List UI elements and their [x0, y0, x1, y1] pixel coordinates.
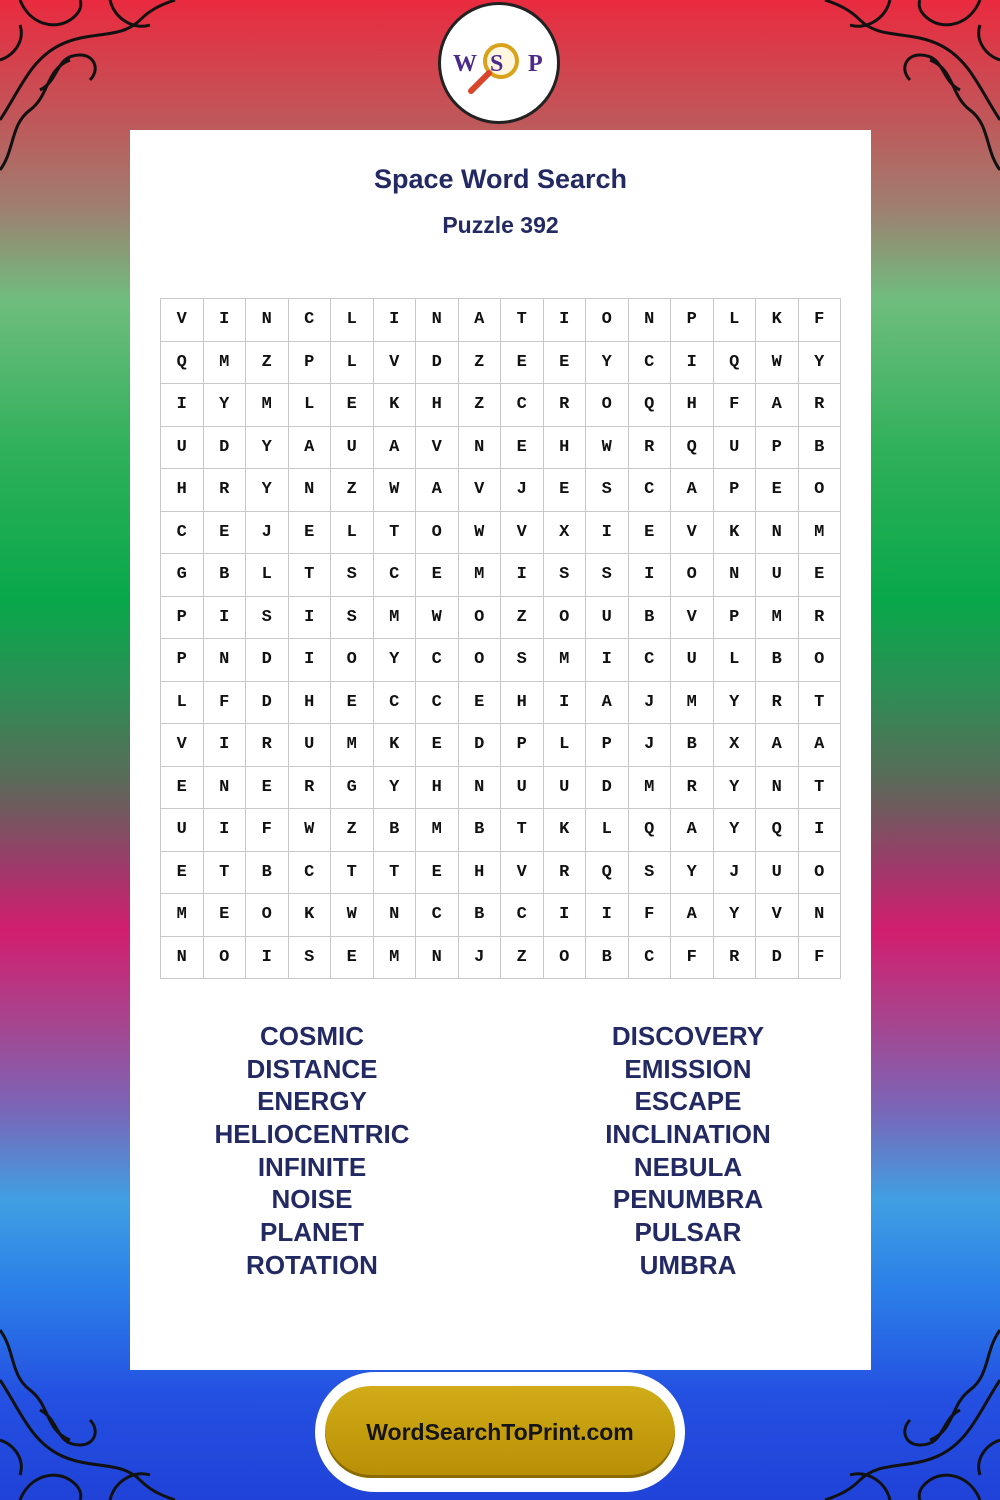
- grid-cell[interactable]: M: [756, 597, 799, 640]
- grid-cell[interactable]: E: [331, 937, 374, 980]
- word-list-item: ROTATION: [246, 1249, 378, 1280]
- word-list-item: EMISSION: [624, 1053, 752, 1084]
- grid-cell[interactable]: Y: [714, 809, 757, 852]
- grid-cell[interactable]: E: [629, 512, 672, 555]
- grid-cell[interactable]: I: [204, 597, 247, 640]
- grid-cell[interactable]: S: [331, 554, 374, 597]
- grid-cell[interactable]: Q: [161, 342, 204, 385]
- grid-cell[interactable]: A: [671, 469, 714, 512]
- puzzle-title: Space Word Search: [373, 164, 628, 194]
- grid-cell[interactable]: S: [544, 554, 587, 597]
- grid-cell[interactable]: Z: [501, 597, 544, 640]
- grid-cell[interactable]: G: [331, 767, 374, 810]
- grid-cell[interactable]: E: [246, 767, 289, 810]
- grid-cell[interactable]: R: [756, 682, 799, 725]
- grid-cell[interactable]: E: [416, 554, 459, 597]
- grid-cell[interactable]: R: [799, 597, 842, 640]
- logo-letter-s: S: [490, 51, 504, 77]
- puzzle-number: Puzzle 392: [442, 212, 559, 238]
- grid-cell[interactable]: C: [161, 512, 204, 555]
- grid-cell[interactable]: I: [544, 299, 587, 342]
- grid-cell[interactable]: U: [714, 427, 757, 470]
- grid-cell[interactable]: A: [586, 682, 629, 725]
- grid-cell[interactable]: I: [586, 512, 629, 555]
- grid-cell[interactable]: W: [374, 469, 417, 512]
- grid-cell[interactable]: V: [161, 299, 204, 342]
- grid-cell[interactable]: P: [714, 469, 757, 512]
- grid-cell[interactable]: X: [544, 512, 587, 555]
- grid-cell[interactable]: N: [799, 894, 842, 937]
- grid-cell[interactable]: M: [629, 767, 672, 810]
- grid-cell[interactable]: C: [501, 894, 544, 937]
- grid-cell[interactable]: N: [416, 937, 459, 980]
- grid-cell[interactable]: A: [799, 724, 842, 767]
- grid-cell[interactable]: N: [459, 427, 502, 470]
- grid-cell[interactable]: W: [459, 512, 502, 555]
- grid-cell[interactable]: A: [756, 384, 799, 427]
- logo-letter-p: P: [528, 51, 543, 77]
- grid-cell[interactable]: A: [756, 724, 799, 767]
- grid-cell[interactable]: D: [246, 639, 289, 682]
- grid-cell[interactable]: E: [204, 512, 247, 555]
- grid-cell[interactable]: B: [671, 724, 714, 767]
- grid-cell[interactable]: H: [416, 767, 459, 810]
- grid-cell[interactable]: N: [416, 299, 459, 342]
- grid-cell[interactable]: Y: [714, 767, 757, 810]
- grid-cell[interactable]: E: [501, 427, 544, 470]
- grid-cell[interactable]: O: [331, 639, 374, 682]
- grid-cell[interactable]: Y: [714, 894, 757, 937]
- grid-cell[interactable]: D: [756, 937, 799, 980]
- grid-cell[interactable]: T: [374, 852, 417, 895]
- word-list-item: INCLINATION: [605, 1119, 771, 1150]
- grid-cell[interactable]: W: [756, 342, 799, 385]
- grid-cell[interactable]: E: [799, 554, 842, 597]
- grid-cell[interactable]: B: [246, 852, 289, 895]
- grid-cell[interactable]: N: [289, 469, 332, 512]
- grid-cell[interactable]: Q: [586, 852, 629, 895]
- grid-cell[interactable]: N: [246, 299, 289, 342]
- grid-cell[interactable]: O: [799, 469, 842, 512]
- word-list-item: PLANET: [260, 1217, 364, 1248]
- grid-cell[interactable]: H: [671, 384, 714, 427]
- grid-cell[interactable]: D: [246, 682, 289, 725]
- grid-cell[interactable]: D: [416, 342, 459, 385]
- word-list-left: [192, 1020, 432, 1282]
- grid-cell[interactable]: P: [161, 639, 204, 682]
- grid-cell[interactable]: Y: [204, 384, 247, 427]
- grid-cell[interactable]: B: [459, 809, 502, 852]
- grid-cell[interactable]: L: [714, 639, 757, 682]
- grid-cell[interactable]: C: [289, 852, 332, 895]
- website-link-button[interactable]: WordSearchToPrint.com: [325, 1386, 675, 1478]
- grid-cell[interactable]: V: [501, 852, 544, 895]
- grid-cell[interactable]: A: [671, 894, 714, 937]
- word-list-item: PULSAR: [634, 1217, 742, 1248]
- word-list-item: ENERGY: [257, 1086, 367, 1117]
- grid-cell[interactable]: N: [756, 512, 799, 555]
- grid-cell[interactable]: E: [331, 384, 374, 427]
- grid-cell[interactable]: J: [501, 469, 544, 512]
- grid-cell[interactable]: S: [501, 639, 544, 682]
- grid-cell[interactable]: U: [501, 767, 544, 810]
- grid-cell[interactable]: O: [671, 554, 714, 597]
- grid-cell[interactable]: Y: [374, 639, 417, 682]
- grid-cell[interactable]: T: [204, 852, 247, 895]
- letter-grid[interactable]: [160, 298, 841, 979]
- grid-cell[interactable]: E: [756, 469, 799, 512]
- grid-cell[interactable]: A: [416, 469, 459, 512]
- grid-cell[interactable]: G: [161, 554, 204, 597]
- grid-cell[interactable]: U: [586, 597, 629, 640]
- word-list-item: INFINITE: [257, 1151, 367, 1182]
- grid-cell[interactable]: Z: [246, 342, 289, 385]
- grid-cell[interactable]: C: [416, 682, 459, 725]
- grid-cell[interactable]: P: [714, 597, 757, 640]
- grid-cell[interactable]: E: [161, 852, 204, 895]
- grid-cell[interactable]: H: [289, 682, 332, 725]
- grid-cell[interactable]: N: [459, 767, 502, 810]
- grid-cell[interactable]: U: [161, 809, 204, 852]
- grid-cell[interactable]: Y: [586, 342, 629, 385]
- grid-cell[interactable]: H: [544, 427, 587, 470]
- grid-cell[interactable]: E: [331, 682, 374, 725]
- grid-cell[interactable]: I: [586, 639, 629, 682]
- grid-cell[interactable]: J: [459, 937, 502, 980]
- grid-cell[interactable]: F: [204, 682, 247, 725]
- grid-cell[interactable]: L: [246, 554, 289, 597]
- word-list-item: NOISE: [271, 1184, 353, 1215]
- word-list-item: DISTANCE: [246, 1053, 378, 1084]
- grid-cell[interactable]: H: [416, 384, 459, 427]
- grid-cell[interactable]: M: [374, 937, 417, 980]
- grid-cell[interactable]: U: [544, 767, 587, 810]
- grid-cell[interactable]: Q: [756, 809, 799, 852]
- grid-cell[interactable]: P: [671, 299, 714, 342]
- grid-cell[interactable]: Z: [501, 937, 544, 980]
- grid-cell[interactable]: Z: [331, 809, 374, 852]
- grid-cell[interactable]: M: [331, 724, 374, 767]
- grid-cell[interactable]: D: [204, 427, 247, 470]
- grid-cell[interactable]: B: [586, 937, 629, 980]
- grid-cell[interactable]: K: [756, 299, 799, 342]
- grid-cell[interactable]: O: [799, 852, 842, 895]
- grid-cell[interactable]: R: [204, 469, 247, 512]
- grid-cell[interactable]: A: [374, 427, 417, 470]
- grid-cell[interactable]: M: [459, 554, 502, 597]
- grid-cell[interactable]: Q: [714, 342, 757, 385]
- grid-cell[interactable]: W: [289, 809, 332, 852]
- grid-cell[interactable]: V: [671, 512, 714, 555]
- grid-cell[interactable]: A: [459, 299, 502, 342]
- grid-cell[interactable]: W: [586, 427, 629, 470]
- grid-cell[interactable]: C: [629, 469, 672, 512]
- grid-cell[interactable]: Q: [629, 384, 672, 427]
- grid-cell[interactable]: T: [374, 512, 417, 555]
- grid-cell[interactable]: H: [501, 682, 544, 725]
- grid-cell[interactable]: F: [246, 809, 289, 852]
- grid-cell[interactable]: M: [799, 512, 842, 555]
- word-list-item: COSMIC: [260, 1021, 364, 1051]
- grid-cell[interactable]: T: [501, 299, 544, 342]
- grid-cell[interactable]: F: [799, 299, 842, 342]
- grid-cell[interactable]: Z: [459, 384, 502, 427]
- word-list-item: UMBRA: [639, 1249, 737, 1280]
- grid-cell[interactable]: E: [501, 342, 544, 385]
- grid-cell[interactable]: C: [501, 384, 544, 427]
- grid-cell[interactable]: M: [416, 809, 459, 852]
- grid-cell[interactable]: E: [416, 724, 459, 767]
- grid-cell[interactable]: L: [331, 299, 374, 342]
- grid-cell[interactable]: J: [246, 512, 289, 555]
- grid-cell[interactable]: R: [714, 937, 757, 980]
- grid-cell[interactable]: A: [289, 427, 332, 470]
- grid-cell[interactable]: B: [629, 597, 672, 640]
- grid-cell[interactable]: D: [459, 724, 502, 767]
- grid-cell[interactable]: O: [544, 937, 587, 980]
- grid-cell[interactable]: W: [416, 597, 459, 640]
- grid-cell[interactable]: R: [629, 427, 672, 470]
- grid-cell[interactable]: O: [586, 299, 629, 342]
- grid-cell[interactable]: U: [671, 639, 714, 682]
- grid-cell[interactable]: O: [416, 512, 459, 555]
- grid-cell[interactable]: J: [629, 682, 672, 725]
- grid-cell[interactable]: J: [629, 724, 672, 767]
- grid-cell[interactable]: U: [331, 427, 374, 470]
- grid-cell[interactable]: C: [374, 682, 417, 725]
- grid-cell[interactable]: I: [204, 299, 247, 342]
- grid-cell[interactable]: K: [374, 724, 417, 767]
- grid-cell[interactable]: F: [629, 894, 672, 937]
- grid-cell[interactable]: S: [586, 469, 629, 512]
- grid-cell[interactable]: T: [799, 767, 842, 810]
- grid-cell[interactable]: P: [501, 724, 544, 767]
- grid-cell[interactable]: P: [289, 342, 332, 385]
- grid-cell[interactable]: M: [374, 597, 417, 640]
- puzzle-panel: [130, 130, 871, 1370]
- grid-cell[interactable]: L: [161, 682, 204, 725]
- grid-cell[interactable]: I: [586, 894, 629, 937]
- grid-cell[interactable]: I: [204, 809, 247, 852]
- grid-cell[interactable]: N: [204, 639, 247, 682]
- grid-cell[interactable]: U: [756, 852, 799, 895]
- grid-cell[interactable]: O: [799, 639, 842, 682]
- grid-cell[interactable]: E: [544, 342, 587, 385]
- grid-cell[interactable]: U: [756, 554, 799, 597]
- grid-cell[interactable]: B: [374, 809, 417, 852]
- grid-cell[interactable]: V: [416, 427, 459, 470]
- grid-cell[interactable]: U: [161, 427, 204, 470]
- word-list-item: HELIOCENTRIC: [214, 1119, 410, 1150]
- grid-cell[interactable]: E: [416, 852, 459, 895]
- grid-cell[interactable]: R: [671, 767, 714, 810]
- word-list-item: ESCAPE: [634, 1086, 742, 1117]
- grid-cell[interactable]: C: [416, 639, 459, 682]
- grid-cell[interactable]: V: [756, 894, 799, 937]
- grid-cell[interactable]: I: [289, 639, 332, 682]
- grid-cell[interactable]: V: [459, 469, 502, 512]
- grid-cell[interactable]: P: [161, 597, 204, 640]
- grid-cell[interactable]: M: [246, 384, 289, 427]
- grid-cell[interactable]: B: [799, 427, 842, 470]
- grid-cell[interactable]: S: [246, 597, 289, 640]
- grid-cell[interactable]: L: [586, 809, 629, 852]
- logo-letter-w: W: [453, 51, 477, 77]
- grid-cell[interactable]: N: [629, 299, 672, 342]
- grid-cell[interactable]: K: [714, 512, 757, 555]
- grid-cell[interactable]: O: [246, 894, 289, 937]
- grid-cell[interactable]: B: [756, 639, 799, 682]
- grid-cell[interactable]: I: [671, 342, 714, 385]
- grid-cell[interactable]: E: [459, 682, 502, 725]
- wsp-logo: [438, 2, 560, 124]
- grid-cell[interactable]: I: [289, 597, 332, 640]
- grid-cell[interactable]: O: [204, 937, 247, 980]
- grid-cell[interactable]: V: [501, 512, 544, 555]
- word-list-item: PENUMBRA: [612, 1184, 764, 1215]
- grid-cell[interactable]: Y: [246, 469, 289, 512]
- grid-cell[interactable]: K: [544, 809, 587, 852]
- word-list-item: NEBULA: [633, 1151, 743, 1182]
- grid-cell[interactable]: Z: [459, 342, 502, 385]
- grid-cell[interactable]: L: [714, 299, 757, 342]
- grid-cell[interactable]: X: [714, 724, 757, 767]
- grid-cell[interactable]: V: [671, 597, 714, 640]
- grid-cell[interactable]: T: [289, 554, 332, 597]
- grid-cell[interactable]: L: [544, 724, 587, 767]
- grid-cell[interactable]: I: [246, 937, 289, 980]
- grid-cell[interactable]: Y: [246, 427, 289, 470]
- grid-cell[interactable]: Y: [671, 852, 714, 895]
- grid-cell[interactable]: C: [416, 894, 459, 937]
- grid-cell[interactable]: N: [756, 767, 799, 810]
- grid-cell[interactable]: K: [374, 384, 417, 427]
- grid-cell[interactable]: I: [501, 554, 544, 597]
- grid-cell[interactable]: F: [799, 937, 842, 980]
- grid-cell[interactable]: M: [204, 342, 247, 385]
- grid-cell[interactable]: A: [671, 809, 714, 852]
- grid-cell[interactable]: K: [289, 894, 332, 937]
- grid-cell[interactable]: M: [161, 894, 204, 937]
- grid-cell[interactable]: M: [671, 682, 714, 725]
- grid-cell[interactable]: R: [246, 724, 289, 767]
- grid-cell[interactable]: P: [756, 427, 799, 470]
- grid-cell[interactable]: R: [799, 384, 842, 427]
- grid-cell[interactable]: C: [629, 639, 672, 682]
- grid-cell[interactable]: N: [204, 767, 247, 810]
- grid-cell[interactable]: V: [374, 342, 417, 385]
- grid-cell[interactable]: R: [544, 384, 587, 427]
- grid-cell[interactable]: N: [714, 554, 757, 597]
- grid-cell[interactable]: T: [501, 809, 544, 852]
- grid-cell[interactable]: I: [629, 554, 672, 597]
- grid-cell[interactable]: C: [629, 937, 672, 980]
- grid-cell[interactable]: M: [544, 639, 587, 682]
- grid-cell[interactable]: F: [671, 937, 714, 980]
- grid-cell[interactable]: P: [586, 724, 629, 767]
- grid-cell[interactable]: H: [459, 852, 502, 895]
- grid-cell[interactable]: D: [586, 767, 629, 810]
- grid-cell[interactable]: J: [714, 852, 757, 895]
- grid-cell[interactable]: U: [289, 724, 332, 767]
- grid-cell[interactable]: C: [374, 554, 417, 597]
- grid-cell[interactable]: Y: [799, 342, 842, 385]
- grid-cell[interactable]: Q: [629, 809, 672, 852]
- grid-cell[interactable]: L: [289, 384, 332, 427]
- grid-cell[interactable]: L: [331, 342, 374, 385]
- grid-cell[interactable]: O: [544, 597, 587, 640]
- grid-cell[interactable]: C: [629, 342, 672, 385]
- grid-cell[interactable]: H: [161, 469, 204, 512]
- word-list-item: DISCOVERY: [611, 1021, 765, 1051]
- grid-cell[interactable]: Q: [671, 427, 714, 470]
- grid-cell[interactable]: T: [331, 852, 374, 895]
- grid-cell[interactable]: I: [544, 894, 587, 937]
- grid-cell[interactable]: E: [204, 894, 247, 937]
- grid-cell[interactable]: L: [331, 512, 374, 555]
- grid-cell[interactable]: I: [799, 809, 842, 852]
- grid-cell[interactable]: E: [161, 767, 204, 810]
- grid-cell[interactable]: W: [331, 894, 374, 937]
- grid-cell[interactable]: N: [374, 894, 417, 937]
- grid-cell[interactable]: I: [161, 384, 204, 427]
- grid-cell[interactable]: B: [204, 554, 247, 597]
- grid-cell[interactable]: S: [586, 554, 629, 597]
- grid-cell[interactable]: S: [289, 937, 332, 980]
- grid-cell[interactable]: O: [459, 597, 502, 640]
- grid-cell[interactable]: Y: [714, 682, 757, 725]
- grid-cell[interactable]: Y: [374, 767, 417, 810]
- grid-cell[interactable]: N: [161, 937, 204, 980]
- grid-cell[interactable]: F: [714, 384, 757, 427]
- grid-cell[interactable]: B: [459, 894, 502, 937]
- grid-cell[interactable]: O: [459, 639, 502, 682]
- grid-cell[interactable]: R: [289, 767, 332, 810]
- grid-cell[interactable]: I: [204, 724, 247, 767]
- grid-cell[interactable]: S: [629, 852, 672, 895]
- grid-cell[interactable]: C: [289, 299, 332, 342]
- grid-cell[interactable]: R: [544, 852, 587, 895]
- grid-cell[interactable]: E: [289, 512, 332, 555]
- grid-cell[interactable]: O: [586, 384, 629, 427]
- grid-cell[interactable]: S: [331, 597, 374, 640]
- grid-cell[interactable]: I: [544, 682, 587, 725]
- grid-cell[interactable]: E: [544, 469, 587, 512]
- word-list-right: [568, 1020, 808, 1282]
- grid-cell[interactable]: V: [161, 724, 204, 767]
- grid-cell[interactable]: T: [799, 682, 842, 725]
- grid-cell[interactable]: I: [374, 299, 417, 342]
- grid-cell[interactable]: Z: [331, 469, 374, 512]
